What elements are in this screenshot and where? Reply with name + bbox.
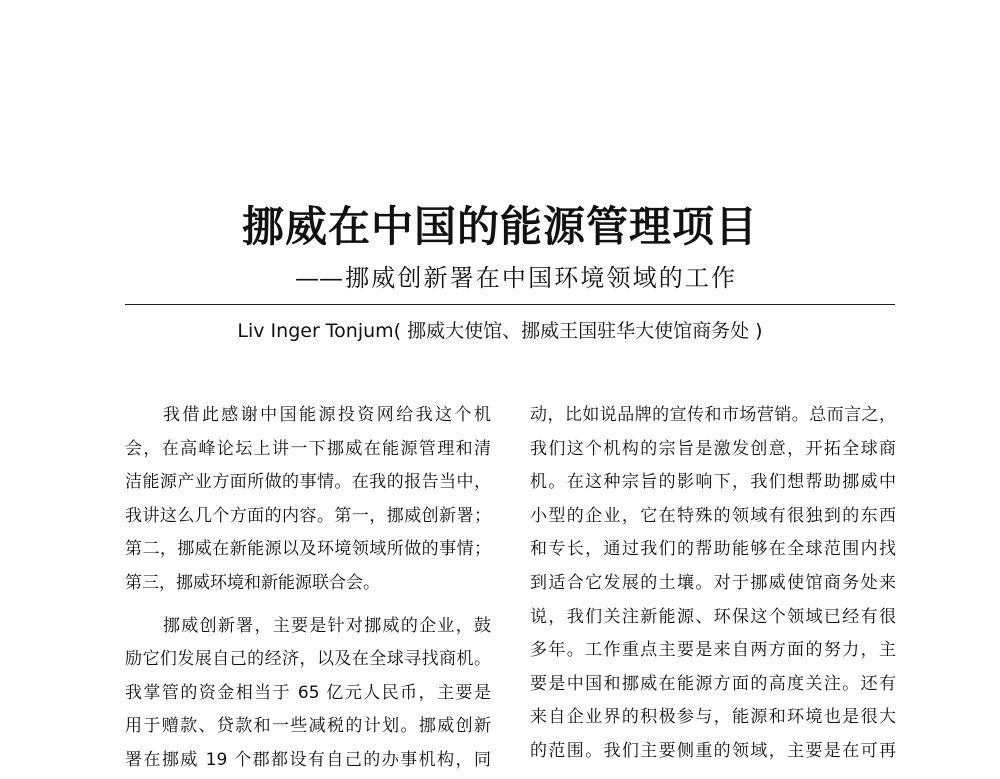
body-line: 说，我们关注新能源、环保这个领域已经有很: [530, 606, 896, 627]
body-line: 挪威创新署，主要是针对挪威的企业，鼓: [163, 615, 491, 636]
body-line: 励它们发展自己的经济，以及在全球寻找商机。: [125, 649, 491, 670]
body-line: 到适合它发展的土壤。对于挪威使馆商务处来: [530, 572, 896, 593]
title-divider: [125, 304, 895, 305]
body-line: 和专长，通过我们的帮助能够在全球范围内找: [530, 539, 896, 560]
body-line: 我讲这么几个方面的内容。第一，挪威创新署；: [125, 505, 491, 526]
body-line: 第二，挪威在新能源以及环境领域所做的事情；: [125, 539, 491, 560]
body-line: 第三，挪威环境和新能源联合会。: [125, 572, 380, 593]
article-subtitle: ——挪威创新署在中国环境领域的工作: [295, 264, 735, 292]
body-column-left: [125, 400, 491, 779]
body-line: 多年。工作重点主要是来自两方面的努力，主: [530, 640, 896, 661]
body-line: 动，比如说品牌的宣传和市场营销。总而言之，: [530, 405, 896, 425]
body-line: 要是中国和挪威在能源方面的高度关注。还有: [530, 673, 896, 694]
body-column-right: [530, 400, 896, 770]
body-line: 会，在高峰论坛上讲一下挪威在能源管理和清: [125, 438, 491, 459]
article-title: 挪威在中国的能源管理项目: [241, 202, 758, 251]
body-line: 来自企业界的积极参与，能源和环境也是很大: [530, 707, 896, 728]
body-line: 洁能源产业方面所做的事情。在我的报告当中，: [125, 472, 491, 493]
body-line: 署在挪威 19 个郡都设有自己的办事机构，同: [125, 749, 491, 770]
body-line: 小型的企业，它在特殊的领域有很独到的东西: [530, 505, 896, 526]
body-line: 我们这个机构的宗旨是激发创意，开拓全球商: [530, 438, 896, 459]
author-line: Liv Inger Tonjum( 挪威大使馆、挪威王国驻华大使馆商务处 ): [237, 320, 763, 342]
body-line: 我借此感谢中国能源投资网给我这个机: [163, 405, 491, 425]
body-line: 用于赠款、贷款和一些减税的计划。挪威创新: [125, 716, 491, 737]
body-line: 我掌管的资金相当于 65 亿元人民币，主要是: [125, 682, 491, 703]
body-line: 机。在这种宗旨的影响下，我们想帮助挪威中: [530, 472, 896, 493]
body-line: 的范围。我们主要侧重的领域，主要是在可再: [530, 740, 896, 761]
